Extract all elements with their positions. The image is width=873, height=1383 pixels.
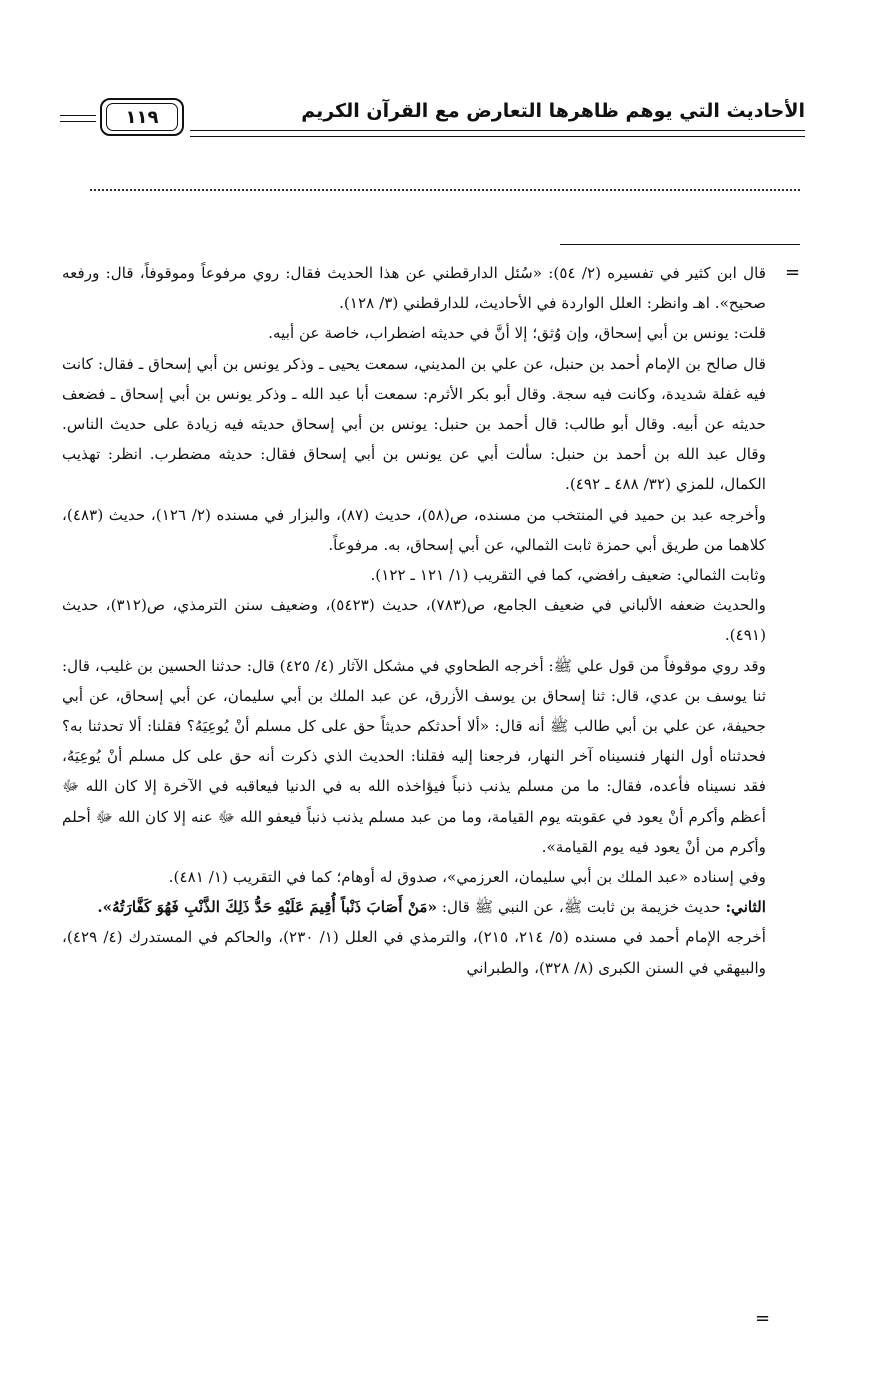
page-number: ١١٩ (106, 103, 178, 131)
footnote-separator (560, 244, 800, 245)
paragraph: وثابت الثمالي: ضعيف رافضي، كما في التقريب (١/ ١٢١ ـ ١٢٢). (370, 566, 766, 585)
paragraph: والحديث ضعفه الألباني في ضعيف الجامع، ص(٧٨٣)، حديث (٥٤٢٣)، وضعيف سنن الترمذي، ص(٣١٢)، حديث (٤٩١). (62, 596, 766, 645)
paragraph: قال ابن كثير في تفسيره (٢/ ٥٤): «سُئل الدارقطني عن هذا الحديث فقال: روي مرفوعاً وموقوفاً، قال: ورفعه صحيح». اهـ وانظر: العلل الواردة في الأحاديث، للدارقطني (٣/ ١٢٨). (62, 264, 766, 313)
footnote-continuation-marker-top: = (785, 262, 801, 283)
paragraph: قال صالح بن الإمام أحمد بن حنبل، عن علي بن المديني، سمعت يحيى ـ وذكر يونس بن أبي إسحاق ـ فقال: كانت فيه غفلة شديدة، وكانت فيه سجة. وقال أبو بكر الأثرم: سمعت أبا عبد الله ـ وذكر يونس بن أبي إسحاق ـ فضعف حديثه عن أبيه. وقال أبو طالب: قال أحمد بن حنبل: يونس بن أبي إسحاق حديثه فيه زيادة على حديث الناس. وقال عبد الله بن أحمد بن حنبل: سألت أبي عن يونس بن أبي إسحاق فقال: حديثه مضطرب. انظر: تهذيب الكمال، للمزي (٣٢/ ٤٨٨ ـ ٤٩٢). (62, 354, 766, 494)
running-title: الأحاديث التي يوهم ظاهرها التعارض مع القرآن الكريم (301, 100, 805, 122)
page-header (60, 98, 805, 140)
paragraph: وفي إسناده «عبد الملك بن أبي سليمان، العرزمي»، صدوق له أوهام؛ كما في التقريب (١/ ٤٨١). (168, 868, 766, 887)
page-number-frame (100, 98, 184, 136)
footnote-continuation-marker-bottom: = (755, 1308, 771, 1329)
paragraph-second-hadith (62, 892, 766, 922)
header-left-rule (60, 115, 96, 122)
paragraph: قلت: يونس بن أبي إسحاق، وإن وُثق؛ إلا أنَّ في حديثه اضطراب، خاصة عن أبيه. (268, 324, 766, 343)
second-text: حديث خزيمة بن ثابت ﷺ، عن النبي ﷺ قال: (437, 898, 726, 917)
header-rule (190, 130, 805, 137)
paragraph: وأخرجه عبد بن حميد في المنتخب من مسنده، ص(٥٨)، حديث (٨٧)، والبزار في مسنده (٢/ ١٢٦)، حديث (٤٨٣)، كلاهما من طريق أبي حمزة ثابت الثمالي، عن أبي إسحاق، به. مرفوعاً. (62, 505, 766, 554)
hadith-quote: «مَنْ أَصَابَ ذَنْباً أُقِيمَ عَلَيْهِ حَدُّ ذَلِكَ الذَّنْبِ فَهُوَ كَفَّارَتُهُ». (97, 898, 438, 917)
paragraph: وقد روي موقوفاً من قول علي ﷺ: أخرجه الطحاوي في مشكل الآثار (٤/ ٤٢٥) قال: حدثنا الحسين بن غليب، قال: ثنا يوسف بن عدي، قال: ثنا إسحاق بن يوسف الأزرق، عن عبد الملك بن أبي سليمان، عن أبي إسحاق، عن أبي جحيفة، عن علي بن أبي طالب ﷺ أنه قال: «ألا أحدثكم حديثاً حق على كل مسلم أنْ يُوعِيَهُ؟ فقلنا: ألا تحدثنا به؟ فحدثناه أول النهار فنسيناه آخر النهار، فرجعنا إليه فقلنا: الحديث الذي ذكرت أنه حق على كل مسلم أنْ يُوعِيَهُ، فقد نسيناه فأعده، فقال: ما من مسلم يذنب ذنباً فيؤاخذه الله به في الدنيا فيعاقبه في الآخرة إلا كان الله ﷻ أعظم وأكرم أنْ يعود في عقوبته يوم القيامة، وما من عبد مسلم يذنب ذنباً فيعفو الله ﷻ عنه إلا كان الله ﷻ أحلم وأكرم من أنْ يعود فيه يوم القيامة». (62, 656, 766, 856)
dotted-separator (90, 189, 800, 191)
second-lead: الثاني: (725, 898, 766, 917)
paragraph: أخرجه الإمام أحمد في مسنده (٥/ ٢١٤، ٢١٥)، والترمذي في العلل (١/ ٢٣٠)، والحاكم في المستدرك (٤/ ٤٢٩)، والبيهقي في السنن الكبرى (٨/ ٣٢٨)، والطبراني (62, 928, 767, 977)
footnote-body (62, 258, 766, 983)
